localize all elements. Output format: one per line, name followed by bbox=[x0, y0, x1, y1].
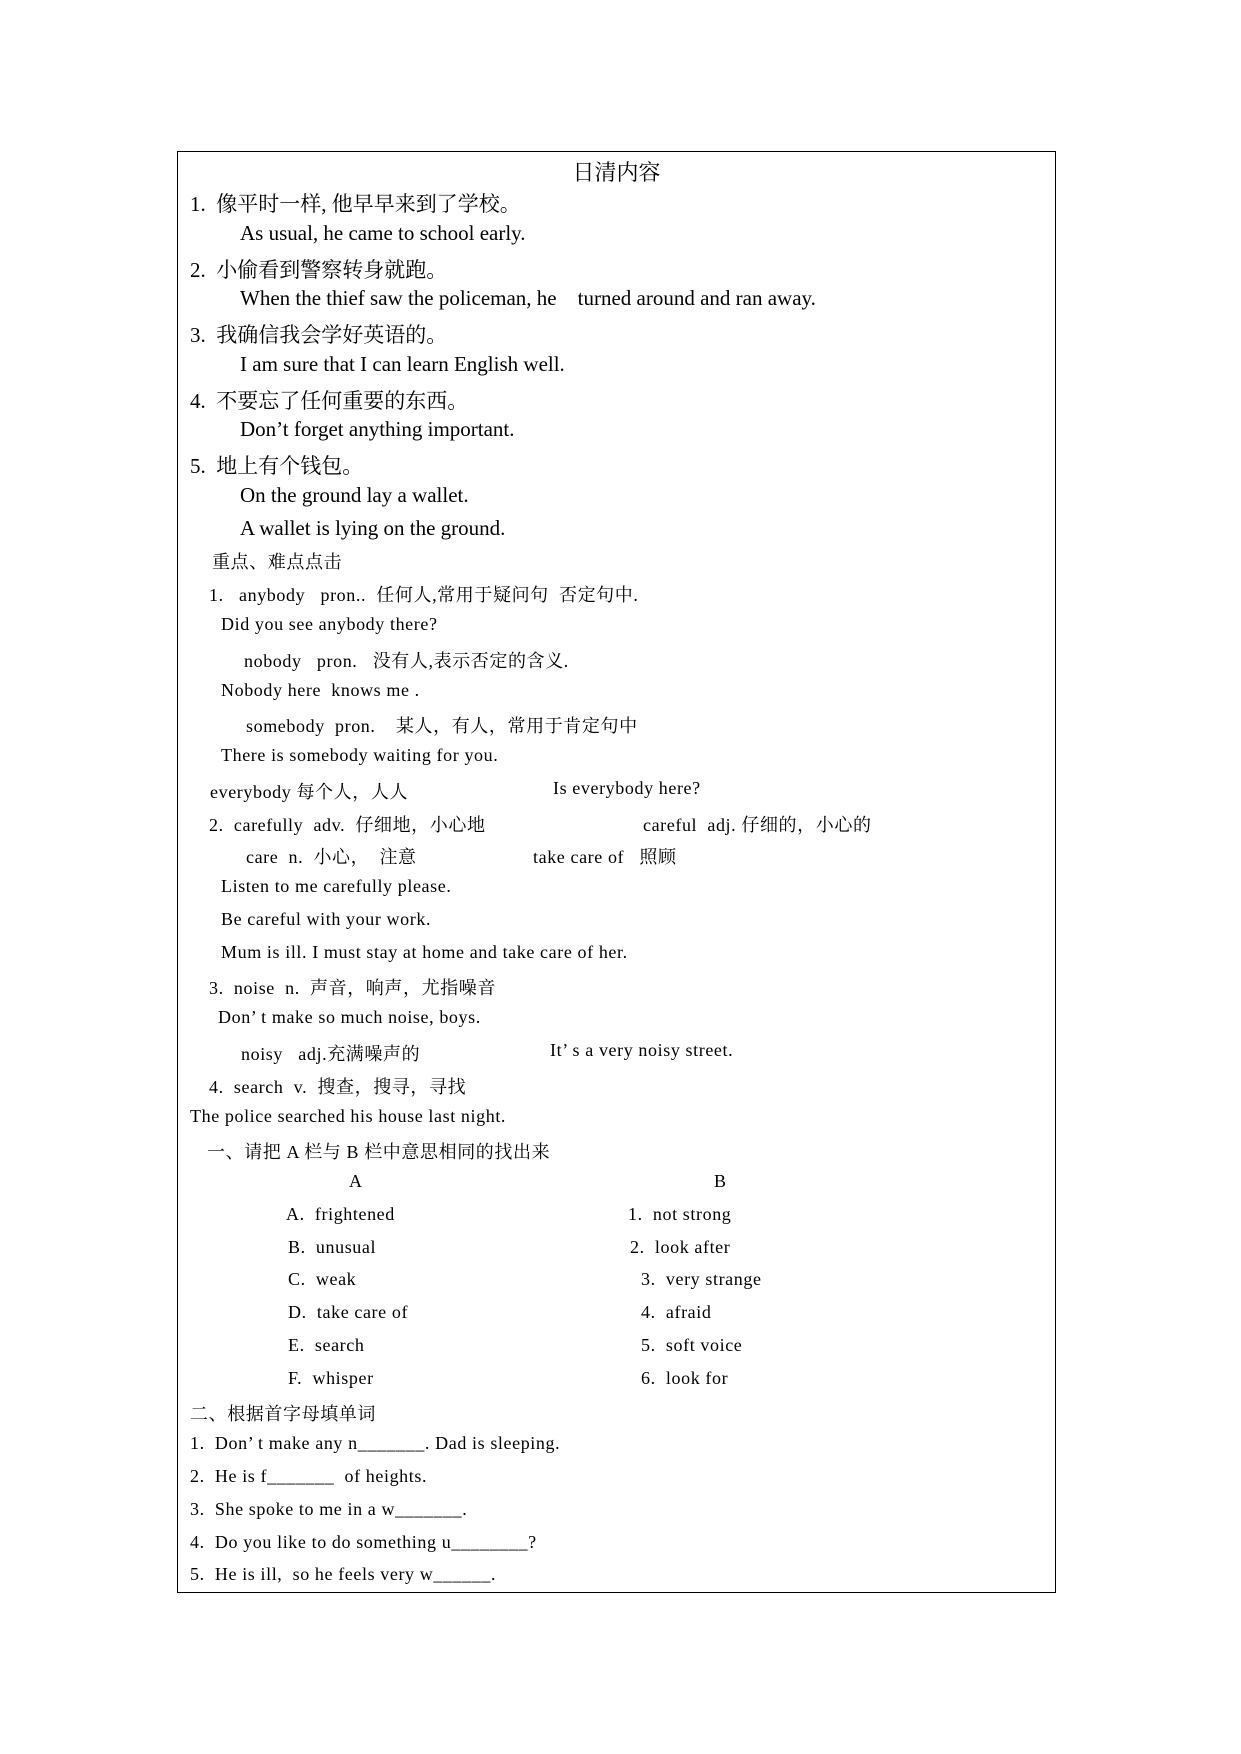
line-text: 5. 地上有个钱包。 bbox=[190, 454, 364, 479]
line-text: 重点、难点点击 bbox=[212, 552, 343, 573]
line-text: 4. search v. 搜查，搜寻，寻找 bbox=[209, 1076, 467, 1097]
line-text: 一、请把 A 栏与 B 栏中意思相同的找出来 bbox=[207, 1142, 551, 1163]
text-line bbox=[178, 1368, 1055, 1401]
line-text: 1. anybody pron.. 任何人,常用于疑问句 否定句中. bbox=[209, 585, 639, 606]
text-line bbox=[178, 1204, 1055, 1237]
line-text: The police searched his house last night. bbox=[190, 1105, 507, 1126]
line-text-right: 4. afraid bbox=[641, 1302, 712, 1323]
text-line bbox=[178, 843, 1055, 876]
text-line bbox=[178, 1171, 1055, 1204]
line-text-left: 2. carefully adv. 仔细地，小心地 bbox=[209, 814, 486, 835]
text-line bbox=[178, 286, 1055, 319]
line-text: A wallet is lying on the ground. bbox=[240, 515, 506, 540]
line-text-left: everybody 每个人，人人 bbox=[210, 781, 409, 802]
line-text: Don’t forget anything important. bbox=[240, 417, 515, 442]
line-text: 3. She spoke to me in a w_______. bbox=[190, 1498, 468, 1519]
text-line bbox=[178, 385, 1055, 418]
text-line bbox=[178, 1237, 1055, 1270]
line-text-left: A bbox=[349, 1171, 363, 1192]
text-line bbox=[178, 942, 1055, 975]
line-text-right: careful adj. 仔细的，小心的 bbox=[643, 814, 872, 835]
line-text-left: B. unusual bbox=[288, 1236, 377, 1257]
line-text-right: 1. not strong bbox=[628, 1203, 732, 1224]
line-text-left: C. weak bbox=[288, 1269, 357, 1290]
line-text: Listen to me carefully please. bbox=[221, 876, 452, 897]
line-text-right: take care of 照顾 bbox=[533, 847, 677, 868]
text-line bbox=[178, 1106, 1055, 1139]
line-text: 4. 不要忘了任何重要的东西。 bbox=[190, 388, 469, 413]
text-line bbox=[178, 909, 1055, 942]
line-text-left: E. search bbox=[288, 1334, 365, 1355]
line-text-left: noisy adj.充满噪声的 bbox=[241, 1044, 421, 1065]
line-text: 1. 像平时一样, 他早早来到了学校。 bbox=[190, 192, 521, 216]
text-line bbox=[178, 352, 1055, 385]
text-line bbox=[178, 1433, 1055, 1466]
line-text: Don’ t make so much noise, boys. bbox=[218, 1007, 481, 1028]
line-text-right: 3. very strange bbox=[641, 1269, 762, 1290]
line-text: Did you see anybody there? bbox=[221, 614, 438, 634]
text-line bbox=[178, 516, 1055, 549]
text-line bbox=[178, 745, 1055, 778]
text-line bbox=[178, 1007, 1055, 1040]
text-line bbox=[178, 811, 1055, 844]
line-text-right: 2. look after bbox=[630, 1236, 731, 1257]
line-text-left: A. frightened bbox=[286, 1203, 395, 1224]
text-line bbox=[178, 680, 1055, 713]
line-text-right: 5. soft voice bbox=[641, 1334, 743, 1355]
line-text: 2. 小偷看到警察转身就跑。 bbox=[190, 257, 448, 282]
line-text-right: Is everybody here? bbox=[553, 777, 701, 798]
text-line bbox=[178, 1073, 1055, 1106]
text-line bbox=[178, 1400, 1055, 1433]
text-line bbox=[178, 221, 1055, 254]
text-line bbox=[178, 876, 1055, 909]
line-text: Mum is ill. I must stay at home and take care of her. bbox=[221, 941, 628, 962]
line-text: On the ground lay a wallet. bbox=[240, 482, 469, 507]
text-line bbox=[178, 614, 1055, 647]
text-line bbox=[178, 712, 1055, 745]
text-line bbox=[178, 483, 1055, 516]
line-text-left: D. take care of bbox=[288, 1302, 409, 1323]
text-line bbox=[178, 1040, 1055, 1073]
text-line bbox=[178, 548, 1055, 581]
text-line bbox=[178, 1466, 1055, 1499]
line-text: 4. Do you like to do something u________? bbox=[190, 1531, 537, 1552]
line-text-right: It’ s a very noisy street. bbox=[550, 1040, 734, 1061]
text-line bbox=[178, 1269, 1055, 1302]
content-table bbox=[177, 151, 1056, 1593]
text-line bbox=[178, 1335, 1055, 1368]
text-line bbox=[178, 319, 1055, 352]
line-text: As usual, he came to school early. bbox=[240, 220, 526, 245]
text-line bbox=[178, 974, 1055, 1007]
text-line bbox=[178, 417, 1055, 450]
line-text: 3. noise n. 声音，响声，尤指噪音 bbox=[209, 978, 496, 999]
text-line bbox=[178, 778, 1055, 811]
line-text: nobody pron. 没有人,表示否定的含义. bbox=[244, 650, 569, 671]
text-line bbox=[178, 581, 1055, 614]
text-line bbox=[178, 254, 1055, 287]
line-text-right: 6. look for bbox=[641, 1367, 729, 1388]
text-line bbox=[178, 450, 1055, 483]
line-text: 1. Don’ t make any n_______. Dad is sleeping. bbox=[190, 1433, 561, 1454]
text-line bbox=[178, 647, 1055, 680]
line-text: Nobody here knows me . bbox=[221, 679, 420, 700]
line-text: 3. 我确信我会学好英语的。 bbox=[190, 323, 448, 348]
line-text: somebody pron. 某人，有人，常用于肯定句中 bbox=[246, 716, 638, 737]
line-text: Be careful with your work. bbox=[221, 908, 432, 929]
line-text: I am sure that I can learn English well. bbox=[240, 351, 565, 376]
table-title: 日清内容 bbox=[572, 160, 661, 185]
text-line bbox=[178, 1499, 1055, 1532]
line-text-right: B bbox=[714, 1171, 727, 1192]
line-text: 5. He is ill, so he feels very w______. bbox=[190, 1564, 497, 1585]
text-line bbox=[178, 1138, 1055, 1171]
text-line bbox=[178, 1564, 1055, 1597]
line-text: When the thief saw the policeman, he turned around and ran away. bbox=[240, 286, 816, 311]
text-line bbox=[178, 188, 1055, 221]
line-text: 2. He is f_______ of heights. bbox=[190, 1466, 428, 1487]
line-text-left: care n. 小心， 注意 bbox=[246, 847, 417, 868]
text-line bbox=[178, 1532, 1055, 1565]
text-line bbox=[178, 1302, 1055, 1335]
line-text: There is somebody waiting for you. bbox=[221, 745, 499, 766]
line-text: 二、根据首字母填单词 bbox=[190, 1404, 376, 1425]
line-text-left: F. whisper bbox=[288, 1367, 374, 1388]
